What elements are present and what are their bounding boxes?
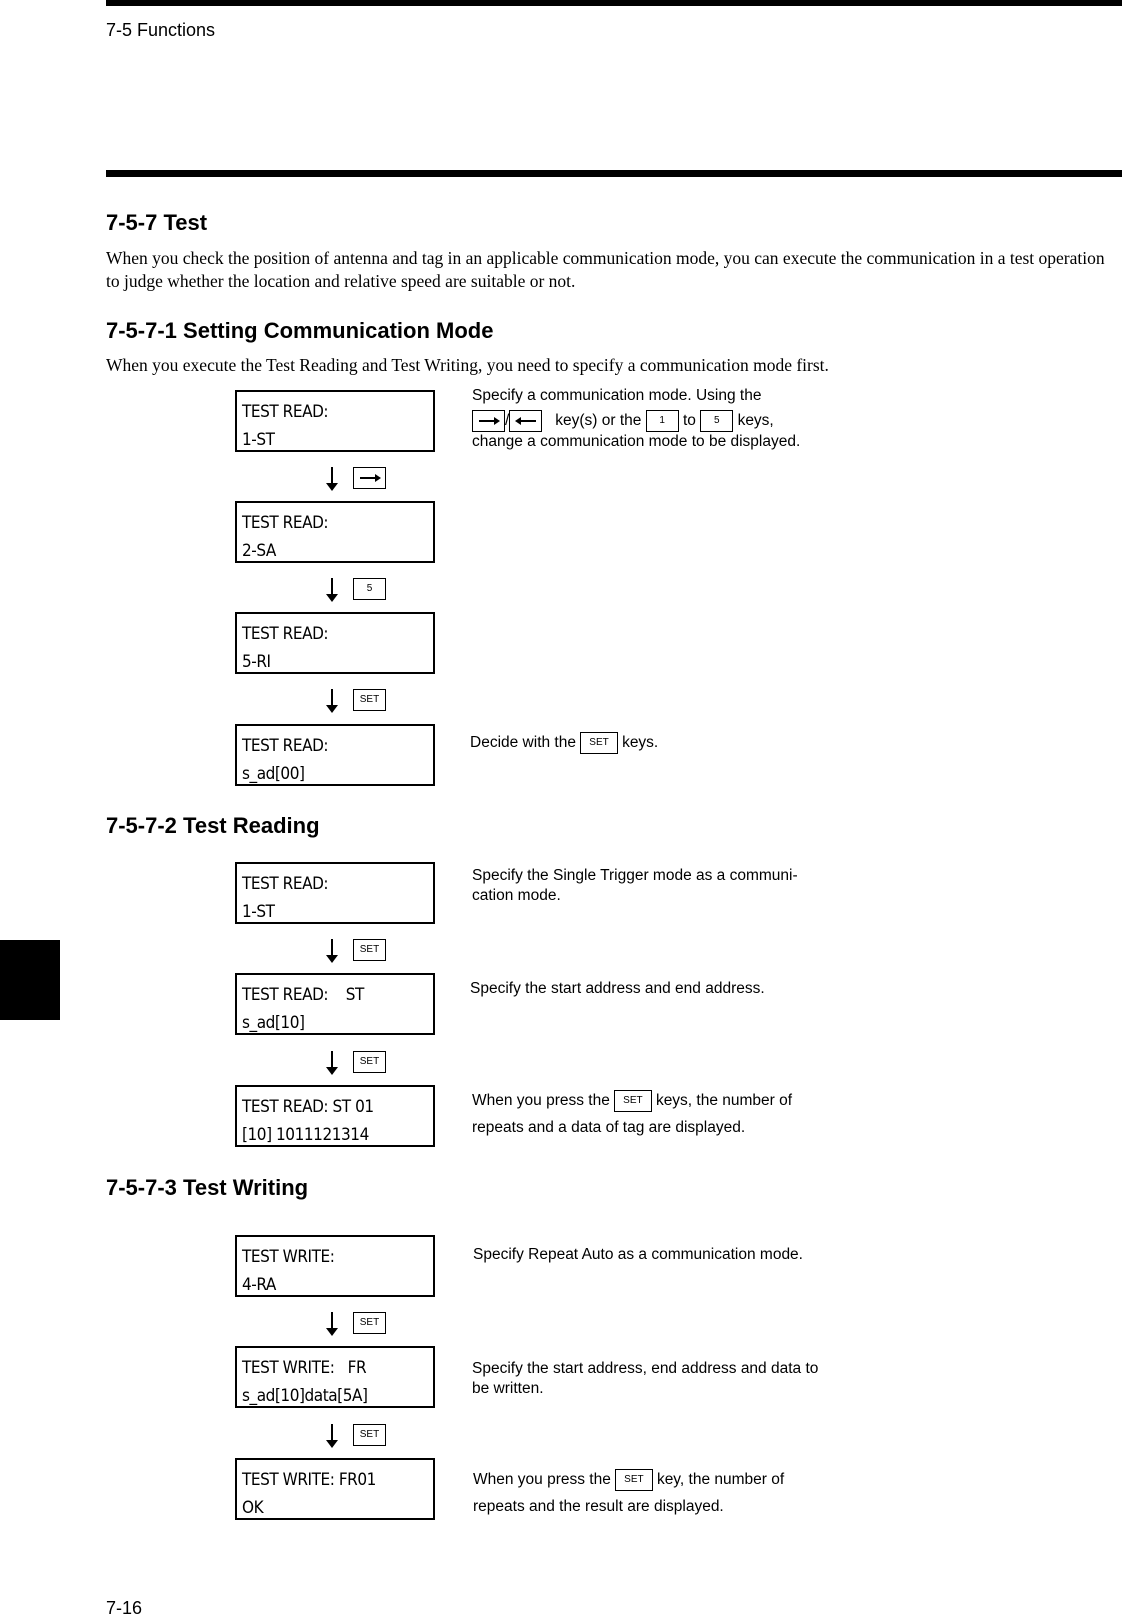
down-arrow — [331, 1051, 333, 1069]
page-number: 7-16 — [106, 1598, 143, 1618]
lcd-display: TEST READ: 1-ST — [235, 390, 435, 452]
left-arrow-key-icon — [509, 410, 542, 432]
sub2-note-1: Specify the Single Trigger mode as a communi-cation mode. — [472, 867, 798, 904]
set-key: SET — [353, 1424, 386, 1446]
down-arrow — [331, 689, 333, 707]
lcd-display: TEST READ: 5-RI — [235, 612, 435, 674]
sub2-note-3: When you press the SET keys, the number of repeats and a data of tag are displayed. — [472, 1090, 872, 1138]
top-rule — [106, 0, 1122, 6]
lcd-display: TEST READ: s_ad[00] — [235, 724, 435, 786]
chapter-tab — [0, 940, 60, 1020]
five-key: 5 — [353, 578, 386, 600]
sub3-title: 7-5-7-3 Test Writing — [106, 1175, 309, 1200]
down-arrow — [331, 578, 333, 596]
lcd-display: TEST READ: ST 01 [10] 1011121314 — [235, 1085, 435, 1147]
sub1-intro: When you execute the Test Reading and Test Writing, you need to specify a communication mode first. — [106, 355, 829, 375]
sub3-note-1: Specify Repeat Auto as a communication mode. — [473, 1246, 803, 1263]
section-title: 7-5-7 Test — [106, 210, 208, 235]
lcd-display: TEST READ: 1-ST — [235, 862, 435, 924]
sub1-title: 7-5-7-1 Setting Communication Mode — [106, 318, 494, 343]
sub3-note-3: When you press the SET key, the number of repeats and the result are displayed. — [473, 1469, 873, 1517]
sub3-note-2: Specify the start address, end address and data to be written. — [472, 1360, 819, 1397]
down-arrow — [331, 1424, 333, 1442]
lcd-display: TEST WRITE: FR01 OK — [235, 1458, 435, 1520]
right-arrow-key-icon — [472, 410, 505, 432]
sub2-note-2: Specify the start address and end address. — [470, 980, 765, 997]
section-rule — [106, 170, 1122, 177]
lcd-display: TEST READ: ST s_ad[10] — [235, 973, 435, 1035]
section-intro: When you check the position of antenna and tag in an applicable communication mode, you can execute the communication in a test operation to judge whether the location and relative speed are suitable or not. — [106, 248, 1105, 291]
set-key: SET — [353, 1312, 386, 1334]
down-arrow — [331, 467, 333, 485]
sub2-title: 7-5-7-2 Test Reading — [106, 813, 320, 838]
sub1-note-1: Specify a communication mode. Using the / key(s) or the 1 to 5 keys, change a communication mode to be displayed. — [472, 387, 801, 450]
set-key: SET — [353, 1051, 386, 1073]
down-arrow — [331, 1312, 333, 1330]
right-arrow-key-icon — [353, 467, 386, 489]
down-arrow — [331, 939, 333, 957]
set-key: SET — [353, 689, 386, 711]
lcd-display: TEST WRITE: 4-RA — [235, 1235, 435, 1297]
lcd-display: TEST WRITE: FR s_ad[10]data[5A] — [235, 1346, 435, 1408]
page-header: 7-5 Functions — [106, 20, 216, 40]
set-key: SET — [353, 939, 386, 961]
lcd-display: TEST READ: 2-SA — [235, 501, 435, 563]
sub1-note-2: Decide with the SET keys. — [470, 732, 830, 754]
